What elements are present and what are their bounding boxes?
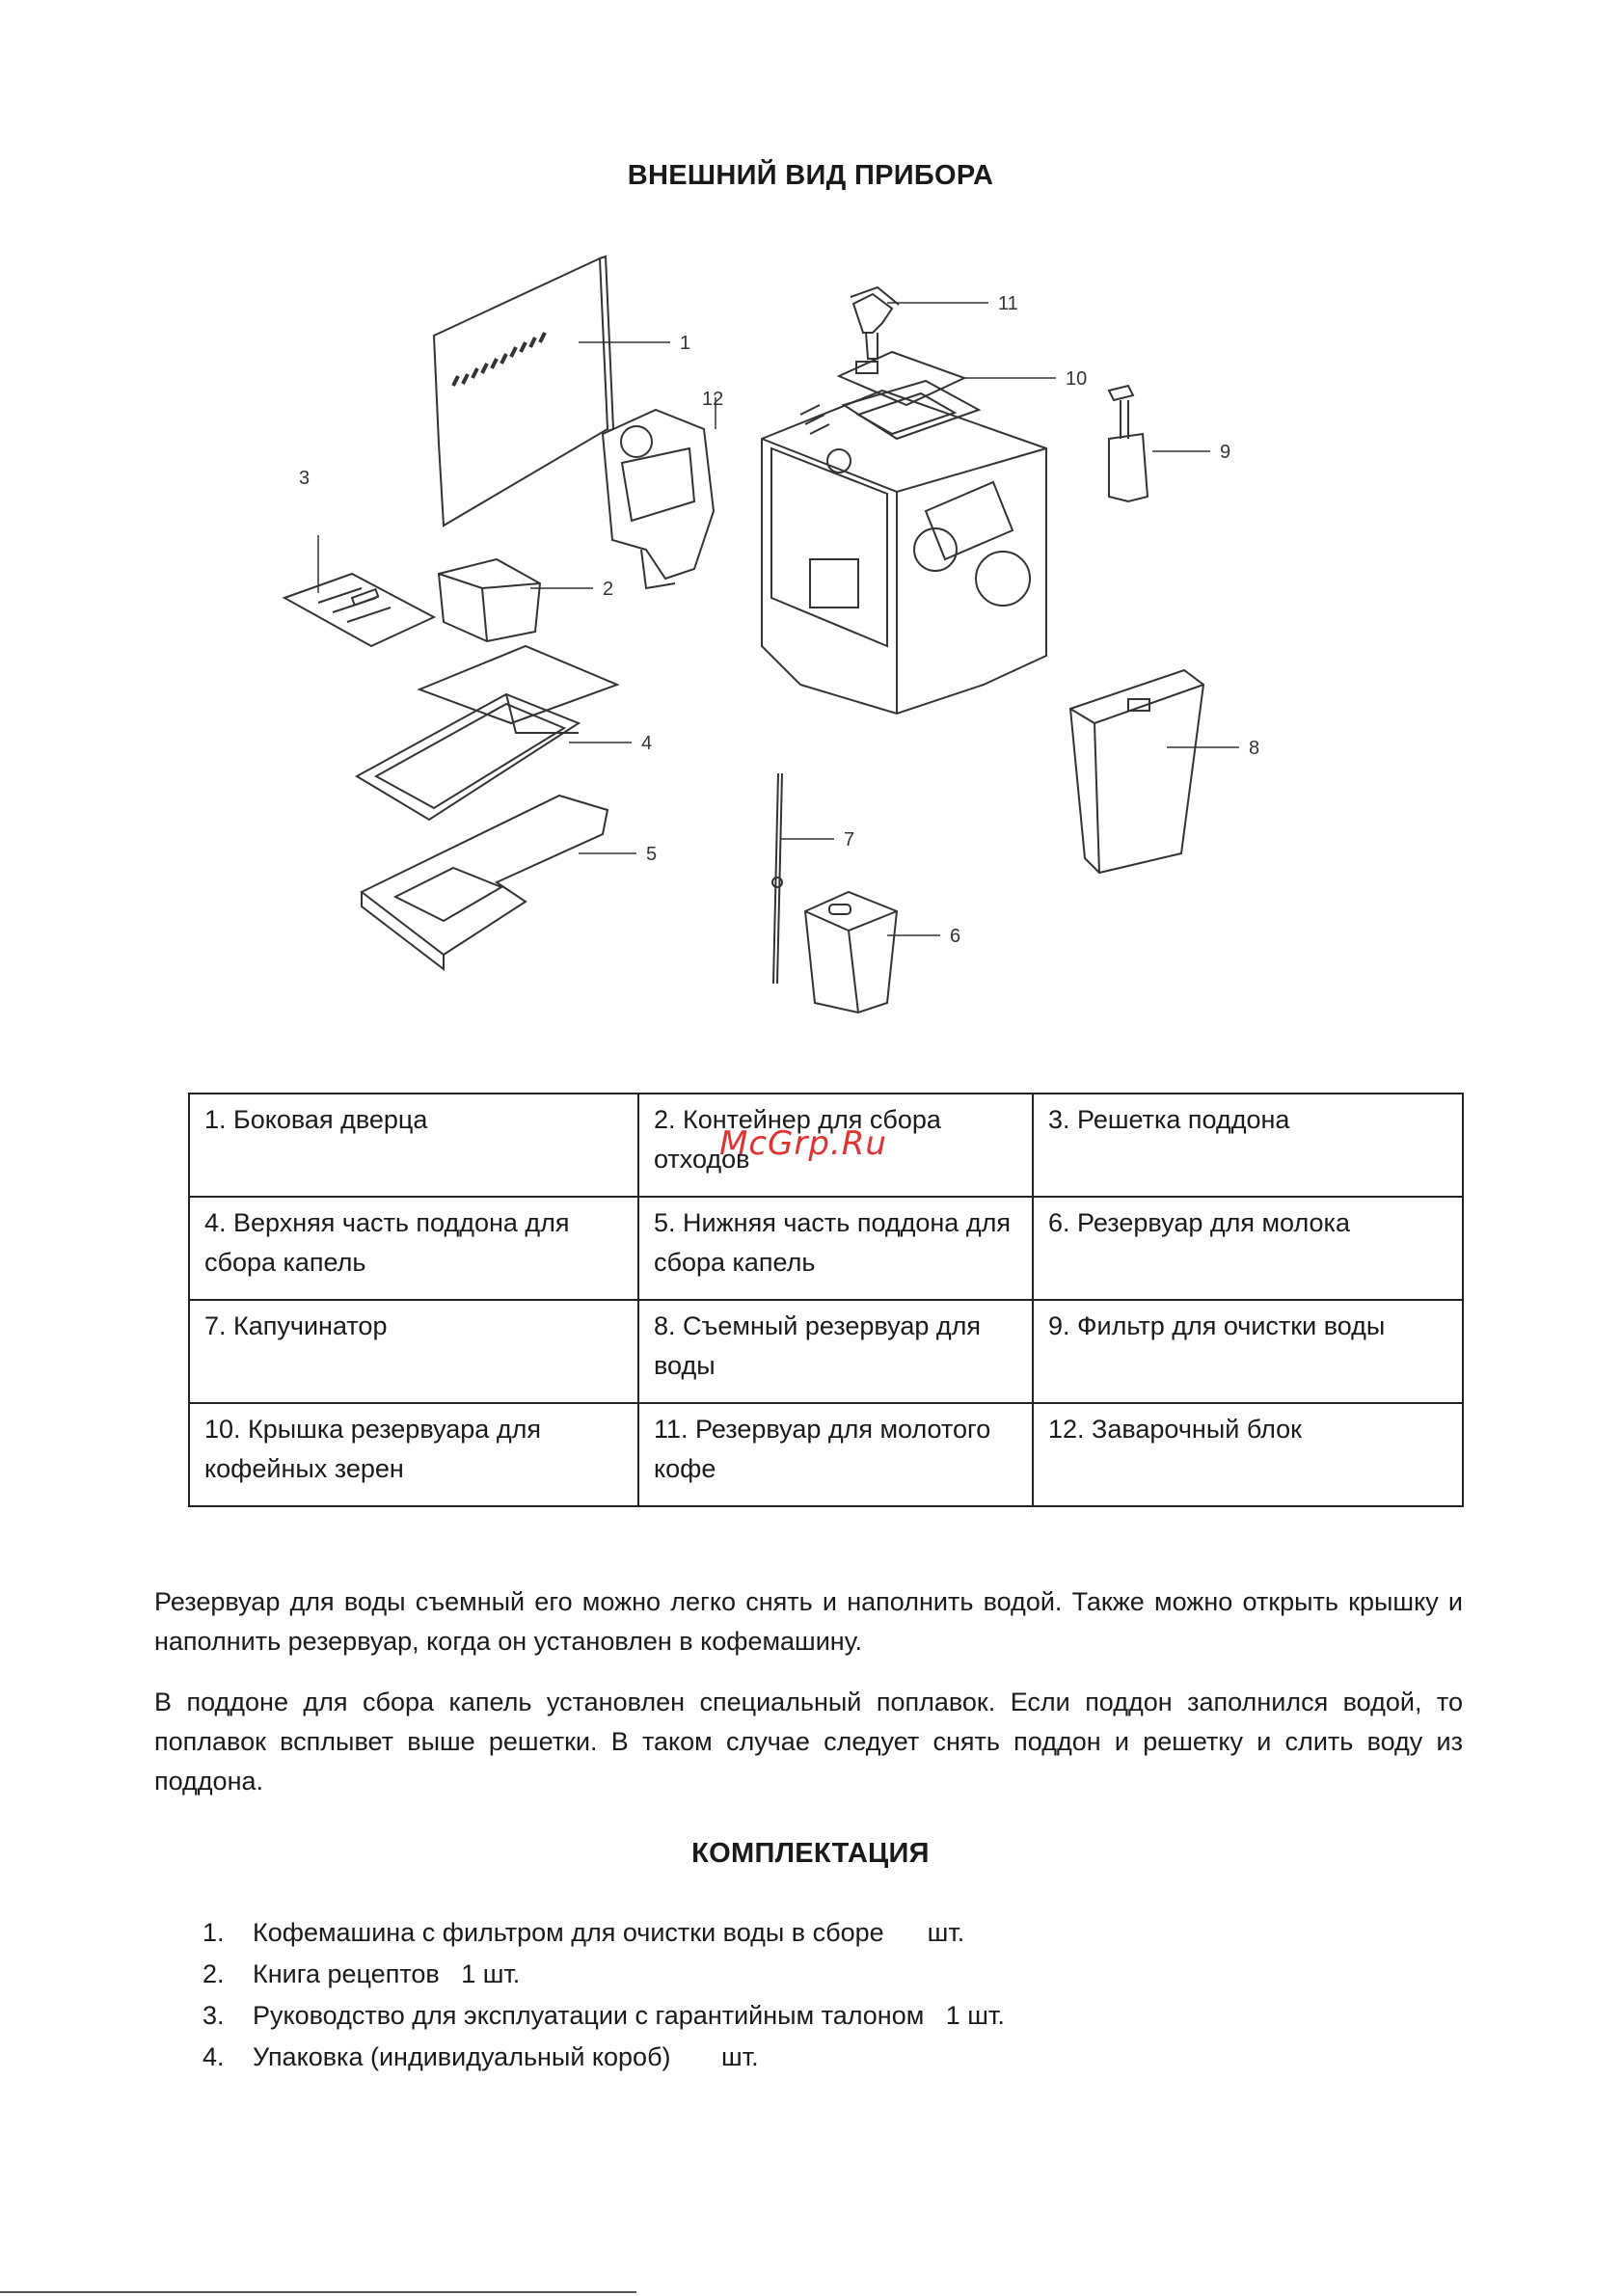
- paragraph-drip-tray: В поддоне для сбора капель установлен специальный поплавок. Если поддон заполнился водой, то поплавок всплывет выше решетки. В таком случае следует снять поддон и решетку и слить воду из поддона.: [154, 1688, 1463, 1796]
- table-cell: 10. Крышка резервуара для кофейных зерен: [189, 1403, 638, 1506]
- waste-container-drawing: [439, 559, 540, 641]
- cappuccinator-drawing: [772, 773, 782, 984]
- list-number: 1.: [203, 1918, 225, 1947]
- watermark: McGrp.Ru: [719, 1124, 887, 1163]
- callout-4: 4: [641, 733, 653, 754]
- callout-1: 1: [680, 333, 691, 354]
- ground-coffee-hopper-drawing: [851, 287, 899, 359]
- list-number: 3.: [203, 2001, 225, 2030]
- list-item: [203, 1912, 1005, 1954]
- water-filter-drawing: [1109, 386, 1148, 501]
- table-cell: 6. Резервуар для молока: [1033, 1197, 1463, 1300]
- list-text: Кофемашина с фильтром для очистки воды в сборе шт.: [253, 1918, 965, 1947]
- callout-9: 9: [1220, 442, 1231, 463]
- table-cell: 4. Верхняя часть поддона для сбора капель: [189, 1197, 638, 1300]
- table-cell: 11. Резервуар для молотого кофе: [638, 1403, 1033, 1506]
- section-title-kit: КОМПЛЕКТАЦИЯ: [691, 1838, 930, 1869]
- callout-12: 12: [702, 389, 724, 410]
- list-text: Руководство для эксплуатации с гарантийным талоном 1 шт.: [253, 2001, 1005, 2030]
- milk-tank-drawing: [805, 892, 897, 1013]
- list-text: Упаковка (индивидуальный короб) шт.: [253, 2042, 759, 2071]
- side-door-drawing: [434, 257, 613, 526]
- callout-7: 7: [844, 829, 855, 851]
- table-cell: 9. Фильтр для очистки воды: [1033, 1300, 1463, 1403]
- table-cell: 7. Капучинатор: [189, 1300, 638, 1403]
- callout-10: 10: [1066, 368, 1088, 390]
- footer-divider: [0, 2291, 636, 2293]
- callout-2: 2: [603, 579, 614, 600]
- drip-tray-upper-drawing: [357, 646, 617, 820]
- table-cell: 5. Нижняя часть поддона для сбора капель: [638, 1197, 1033, 1300]
- drip-grid-drawing: [284, 574, 434, 646]
- list-item: [203, 1954, 1005, 1995]
- table-cell: 1. Боковая дверца: [189, 1094, 638, 1197]
- paragraph-water-tank: Резервуар для воды съемный его можно легко снять и наполнить водой. Также можно открыть крышку и наполнить резервуар, когда он установлен в кофемашину.: [154, 1587, 1463, 1656]
- table-row: [189, 1300, 1463, 1403]
- list-item: [203, 2037, 1005, 2078]
- callout-5: 5: [646, 844, 658, 865]
- drip-tray-lower-drawing: [362, 796, 608, 969]
- list-number: 4.: [203, 2042, 225, 2071]
- list-text: Книга рецептов 1 шт.: [253, 1959, 521, 1988]
- callout-8: 8: [1249, 738, 1260, 759]
- brewing-unit-drawing: [603, 410, 714, 588]
- page-title: ВНЕШНИЙ ВИД ПРИБОРА: [627, 160, 994, 191]
- table-cell: 12. Заварочный блок: [1033, 1403, 1463, 1506]
- table-cell: 3. Решетка поддона: [1033, 1094, 1463, 1197]
- table-cell: 8. Съемный резервуар для воды: [638, 1300, 1033, 1403]
- callout-6: 6: [950, 926, 961, 947]
- list-number: 2.: [203, 1959, 225, 1988]
- callout-leaders: [318, 303, 1239, 935]
- water-tank-drawing: [1070, 670, 1203, 873]
- callout-11: 11: [998, 293, 1018, 314]
- list-item: [203, 1995, 1005, 2037]
- table-row: [189, 1197, 1463, 1300]
- exploded-view-diagram: [260, 241, 1321, 1032]
- callout-3: 3: [299, 468, 311, 489]
- table-cell: 2. Контейнер для сбора отходов: [638, 1094, 1033, 1197]
- table-row: [189, 1403, 1463, 1506]
- coffee-machine-body-drawing: [762, 381, 1046, 714]
- kit-list: [203, 1912, 1005, 2078]
